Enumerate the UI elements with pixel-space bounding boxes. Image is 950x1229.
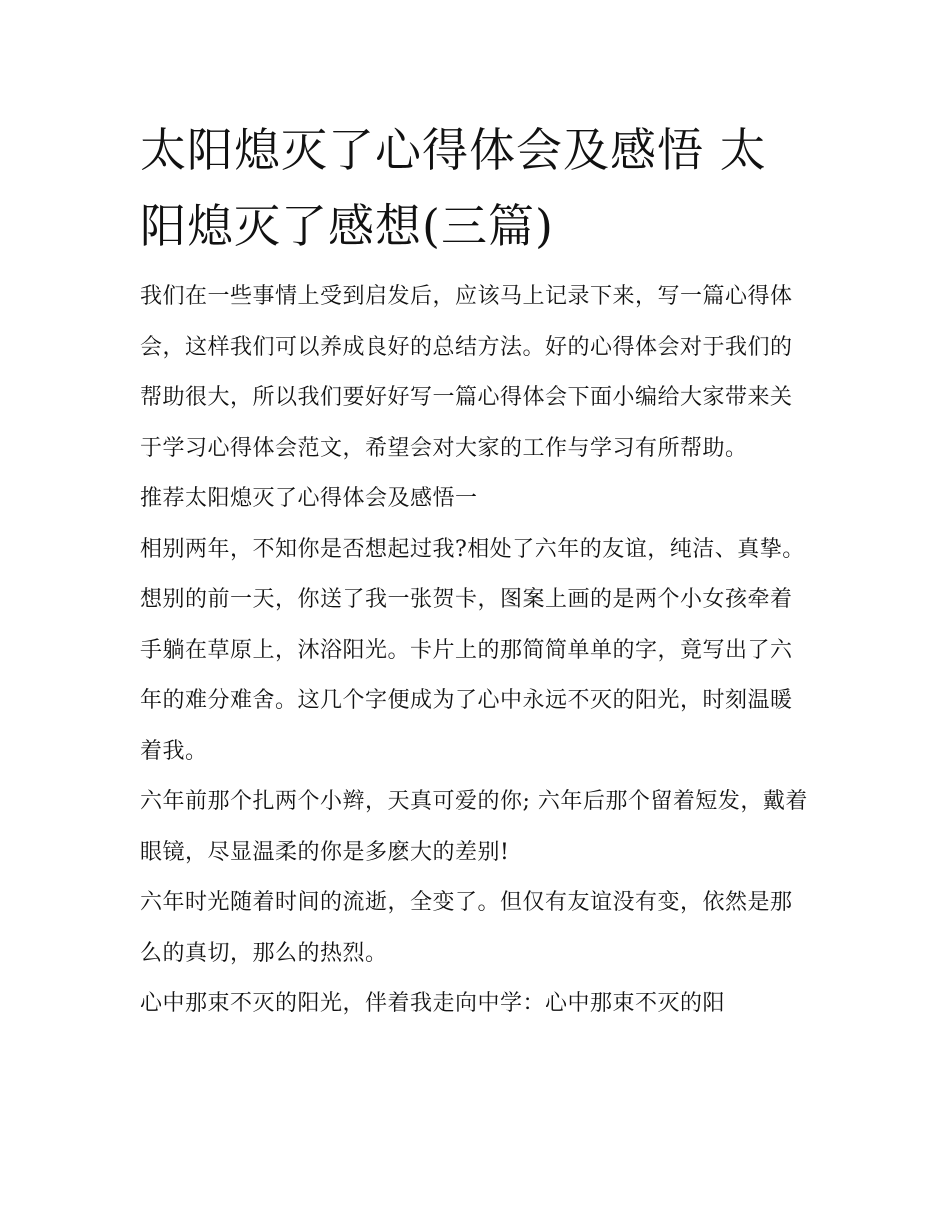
paragraph-body-1: 相别两年，不知你是否想起过我?相处了六年的友谊，纯洁、真挚。想别的前一天，你送了我一张贺卡，图案上画的是两个小女孩牵着手躺在草原上，沐浴阳光。卡片上的那简简单单的字，竟写出了六年的难分难舍。这几个字便成为了心中永远不灭的阳光，时刻温暖着我。 [140,536,805,764]
document-page [140,112,812,1030]
paragraph-heading-one: 推荐太阳熄灭了心得体会及感悟一 [140,486,478,511]
paragraph-body-4: 心中那束不灭的阳光，伴着我走向中学：心中那束不灭的阳 [140,991,726,1016]
paragraph-intro: 我们在一些事情上受到启发后，应该马上记录下来，写一篇心得体会，这样我们可以养成良好的总结方法。好的心得体会对于我们的帮助很大，所以我们要好好写一篇心得体会下面小编给大家带来关于学习心得体会范文，希望会对大家的工作与学习有所帮助。 [140,284,793,461]
paragraph-body-3: 六年时光随着时间的流逝，全变了。但仅有友谊没有变，依然是那么的真切，那么的热烈。 [140,890,793,966]
paragraph-body-2: 六年前那个扎两个小辫，天真可爱的你; 六年后那个留着短发，戴着眼镜，尽显温柔的你是多麽大的差别! [140,789,808,865]
document-title: 太阳熄灭了心得体会及感悟 太阳熄灭了感想(三篇) [140,123,767,253]
